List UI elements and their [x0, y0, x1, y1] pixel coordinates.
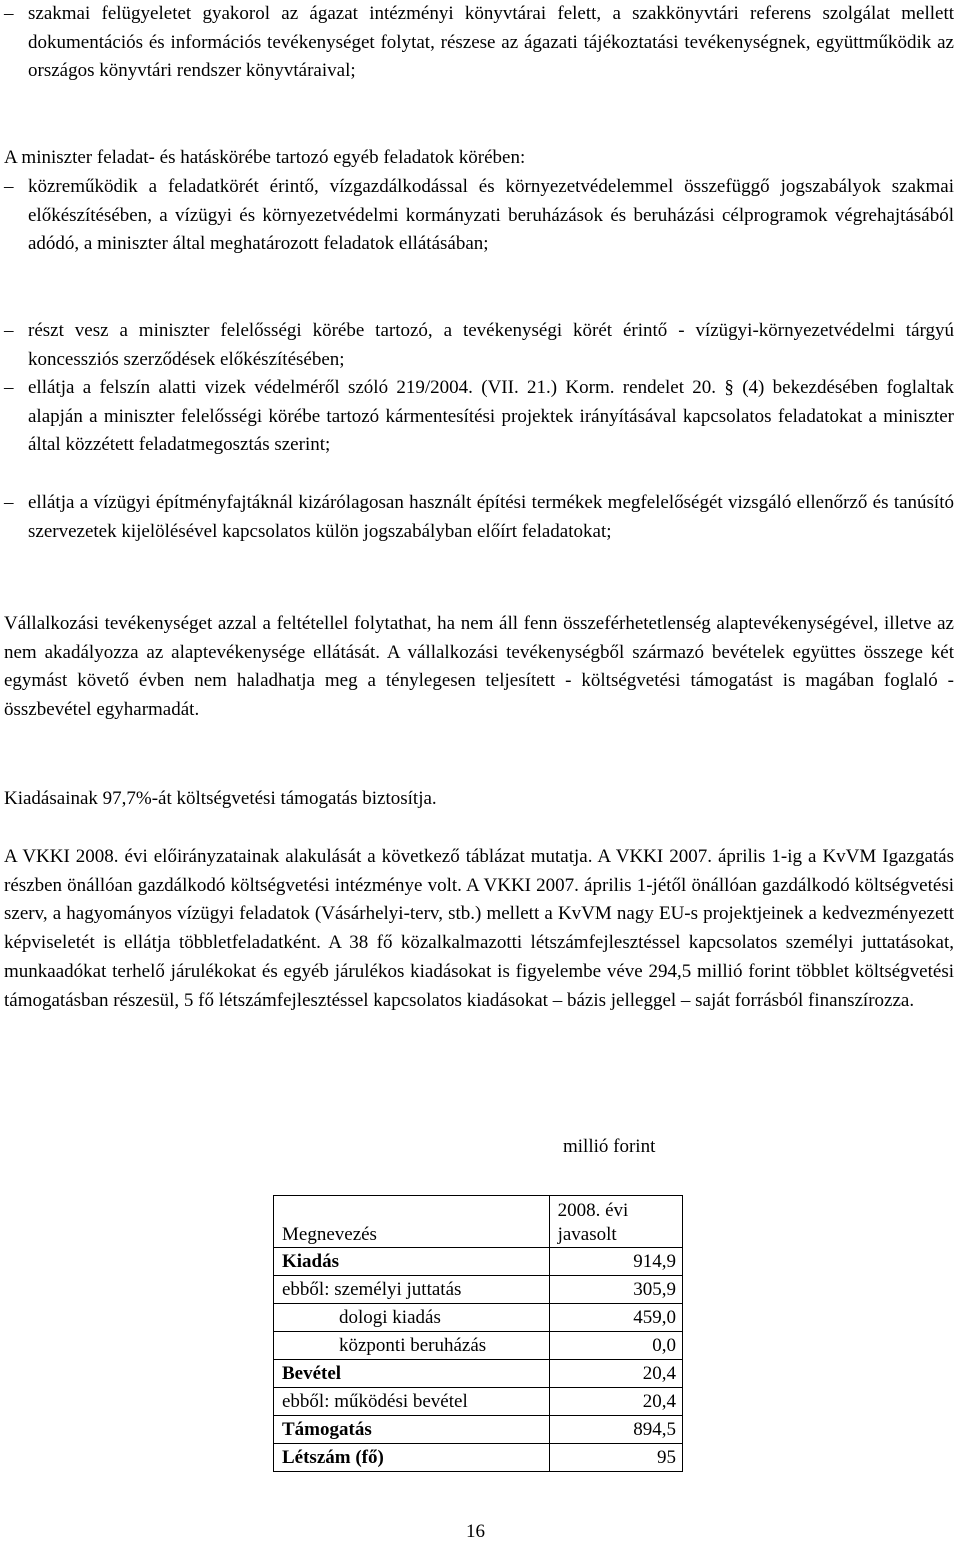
list-item-text: ellátja a vízügyi építményfajtáknál kizárólagosan használt építési termékek megfelelőségét vizsgáló ellenőrző és tanúsító szervezetek kijelölésével kapcsolatos külön jogszabályban előírt feladatokat;: [28, 492, 954, 542]
row-value: 20,4: [549, 1388, 682, 1416]
dash-bullet: –: [4, 492, 14, 513]
list-item-text: ellátja a felszín alatti vizek védelméről szóló 219/2004. (VII. 21.) Korm. rendelet 20. § (4) bekezdésében foglaltak alapján a miniszter felelősségi körébe tartozó kármentesítési projektek irányításával kapcsolatos feladatokat a miniszter által közzétett feladatmegosztás szerint;: [28, 377, 954, 456]
row-label: Kiadás: [274, 1248, 550, 1276]
row-label: Létszám (fő): [274, 1444, 550, 1472]
row-label: Támogatás: [274, 1416, 550, 1444]
section-intro: A miniszter feladat- és hatáskörébe tartozó egyéb feladatok körében:: [4, 147, 526, 168]
row-value: 894,5: [549, 1416, 682, 1444]
table-header-value: 2008. évi javasolt: [549, 1196, 682, 1248]
row-value: 95: [549, 1444, 682, 1472]
table-row: [274, 1388, 683, 1416]
table-row: [274, 1276, 683, 1304]
table-row: [274, 1304, 683, 1332]
paragraph-vkki: A VKKI 2008. évi előirányzatainak alakulását a következő táblázat mutatja. A VKKI 2007. április 1-ig a KvVM Igazgatás részben önállóan gazdálkodó költségvetési intézménye volt. A VKKI 2007. április 1-jétől önállóan gazdálkodó költségvetési szerv, a hagyományos vízügyi feladatok (Vásárhelyi-terv, stb.) mellett a KvVM nagy EU-s projektjeinek a kedvezményezett képviseletét is ellátja többletfeladatként. A 38 fő közalkalmazotti létszámfejlesztéssel kapcsolatos személyi juttatásokat, munkaadókat terhelő járulékokat és egyéb járulékos kiadásokat is figyelembe véve 294,5 millió forint többlet költségvetési támogatásban részesül, 5 fő létszámfejlesztéssel kapcsolatos kiadásokat – bázis jelleggel – saját forrásból finanszírozza.: [4, 846, 954, 1011]
row-label: Bevétel: [274, 1360, 550, 1388]
row-label: központi beruházás: [274, 1332, 550, 1360]
row-label: ebből: működési bevétel: [274, 1388, 550, 1416]
dash-bullet: –: [4, 3, 14, 24]
dash-bullet: –: [4, 176, 14, 197]
list-item-text: szakmai felügyeletet gyakorol az ágazat intézményi könyvtárai felett, a szakkönyvtári referens szolgálat mellett dokumentációs és információs tevékenységet folytat, részese az ágazati tájékoztatási tevékenységnek, együttműködik az országos könyvtári rendszer könyvtáraival;: [28, 3, 954, 82]
dash-bullet: –: [4, 377, 14, 398]
row-value: 459,0: [549, 1304, 682, 1332]
paragraph-business: Vállalkozási tevékenységet azzal a feltétellel folytathat, ha nem áll fenn összeférhetetlenség alaptevékenységével, illetve az nem akadályozza az alaptevékenysége ellátását. A vállalkozási tevékenységből származó bevételek együttes összege két egymást követő évben nem haladhatja meg a ténylegesen teljesített - költségvetési támogatást is magában foglaló - összbevétel egyharmadát.: [4, 613, 954, 721]
table-row: [274, 1416, 683, 1444]
list-item: [4, 317, 954, 374]
list-item: [4, 0, 954, 86]
row-label: ebből: személyi juttatás: [274, 1276, 550, 1304]
row-label: dologi kiadás: [274, 1304, 550, 1332]
table-header-label: Megnevezés: [274, 1196, 550, 1248]
table-row: [274, 1444, 683, 1472]
table-row: [274, 1248, 683, 1276]
list-item-text: közreműködik a feladatkörét érintő, vízgazdálkodással és környezetvédelemmel összefüggő jogszabályok szakmai előkészítésében, a vízügyi és környezetvédelmi kormányzati beruházások és beruházási célprogramok végrehajtásából adódó, a miniszter által meghatározott feladatok ellátásában;: [28, 176, 954, 255]
row-value: 914,9: [549, 1248, 682, 1276]
dash-bullet: –: [4, 320, 14, 341]
table-row: [274, 1332, 683, 1360]
table-header-row: [274, 1196, 683, 1248]
row-value: 20,4: [549, 1360, 682, 1388]
paragraph-expenses: Kiadásainak 97,7%-át költségvetési támogatás biztosítja.: [4, 788, 437, 809]
row-value: 305,9: [549, 1276, 682, 1304]
table-row: [274, 1360, 683, 1388]
row-value: 0,0: [549, 1332, 682, 1360]
list-item-text: részt vesz a miniszter felelősségi körébe tartozó, a tevékenységi körét érintő - vízügyi-környezetvédelmi tárgyú koncessziós szerződések előkészítésében;: [28, 320, 954, 370]
budget-table: [273, 1195, 683, 1472]
list-item: [4, 173, 954, 259]
list-item: [4, 489, 954, 546]
page-number: 16: [466, 1521, 485, 1542]
table-unit: millió forint: [563, 1136, 656, 1157]
list-item: [4, 374, 954, 460]
